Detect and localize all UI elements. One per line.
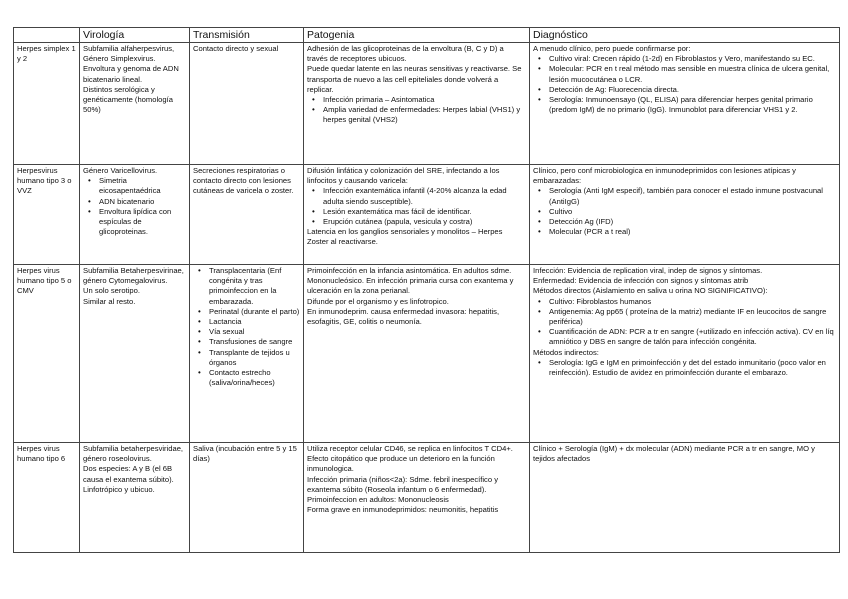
list-item: • Erupción cutánea (papula, vesicula y costra) (323, 217, 526, 227)
virus-name: Herpes virus humano tipo 6 (14, 443, 80, 553)
cell-text: Clínico, pero conf microbiologica en inmunodeprimidos con lesiones atípicas y embarazadas: (533, 166, 796, 186)
list-item: • Transfusiones de sangre (209, 337, 300, 347)
transmision-cell (190, 165, 304, 265)
table-row (14, 443, 840, 553)
cell-text: Métodos indirectos: (533, 347, 599, 357)
patogenia-cell (304, 43, 530, 165)
list-item: • Antigenemia: Ag pp65 ( proteína de la matriz) mediante IF en leucocitos de sangre periférica) (549, 307, 836, 327)
list-item: • ADN bicatenario (99, 197, 186, 207)
list-item: • Molecular: PCR en t real método mas sensible en muestra clínica de ulcera genital, lesión mucocutánea o LCR. (549, 64, 836, 84)
cell-text: Primoinfeccion en adultos: Mononucleosis (307, 495, 449, 505)
cell-text: Envoltura y genoma de ADN bicatenario lineal. (83, 64, 179, 84)
cell-text: Linfotrópico y ubicuo. (83, 484, 155, 494)
virologia-cell (80, 443, 190, 553)
table-row (14, 165, 840, 265)
cell-text: Latencia en los ganglios sensoriales y monolitos – Herpes Zoster al reactivarse. (307, 227, 503, 247)
cell-text: Infección: Evidencia de replication viral, indep de signos y síntomas. (533, 266, 763, 275)
cell-text: Secreciones respiratorias o contacto directo con lesiones cutáneas de varicela o zoster. (193, 166, 294, 196)
list-item: • Vía sexual (209, 327, 300, 337)
bullet-list (307, 95, 526, 126)
cell-text: Forma grave en inmunodeprimidos: neumonitis, hepatitis (307, 505, 499, 515)
list-item: • Envoltura lipídica con espículas de glicoproteinas. (99, 207, 186, 238)
cell-text: Infección primaria (niños<2a): Sdme. febril inespecífico y exantema súbito (Roseola infantum o 6 enfermedad). (307, 474, 498, 494)
header-transmision: Transmisión (190, 28, 304, 43)
patogenia-cell (304, 443, 530, 553)
cell-text: Clínico + Serología (IgM) + dx molecular (ADN) mediante PCR a tr en sangre, MO y tejidos afectados (533, 444, 815, 464)
bullet-list (83, 176, 186, 237)
virologia-cell (80, 43, 190, 165)
header-diagnostico: Diagnóstico (530, 28, 840, 43)
table-row (14, 43, 840, 165)
virus-name: Herpes simplex 1 y 2 (14, 43, 80, 165)
cell-text: Adhesión de las glicoproteinas de la envoltura (B, C y D) a través de receptores ubicuos. (307, 44, 504, 64)
list-item: • Infección exantemática infantil (4-20% alcanza la edad adulta siendo susceptible). (323, 186, 526, 206)
cell-text: Similar al resto. (83, 296, 136, 306)
transmision-cell (190, 265, 304, 443)
list-item: • Cultivo (549, 207, 836, 217)
list-item: • Serología (Anti IgM especif), también para conocer el estado inmune postvacunal (AntiIgG) (549, 186, 836, 206)
cell-text: En inmunodeprim. causa enfermedad invasora: hepatitis, esofagitis, GE, colitis o neumonía. (307, 306, 500, 327)
list-item: • Detección Ag (IFD) (549, 217, 836, 227)
list-item: • Amplia variedad de enfermedades: Herpes labial (VHS1) y herpes genital (VHS2) (323, 105, 526, 125)
diagnostico-cell (530, 443, 840, 553)
diagnostico-cell (530, 165, 840, 265)
cell-text: Puede quedar latente en las neuras sensitivas y reactivarse. Se transporta de nuevo a las cell epiteliales donde volverá a replicar. (307, 64, 522, 94)
herpesvirus-table (13, 27, 840, 553)
header-empty (14, 28, 80, 43)
list-item: • Lactancia (209, 317, 300, 327)
list-item: • Cultivo viral: Crecen rápido (1-2d) en Fibroblastos y Vero, manifestando su EC. (549, 54, 836, 64)
cell-text: Métodos directos (Aislamiento en saliva u orina NO SIGNIFICATIVO): (533, 286, 768, 296)
list-item: • Transplacentaria (Enf congénita y tras primoinfeccion en la embarazada. (209, 266, 300, 307)
cell-text: Difunde por el organismo y es linfotropico. (307, 296, 449, 306)
cell-text: Primoinfección en la infancia asintomática. En adultos sdme. Mononucleósico. En infección primaria cursa con exantema y ulceración en la zona perianal. (307, 266, 514, 296)
bullet-list (533, 186, 836, 237)
diagnostico-cell (530, 265, 840, 443)
virologia-cell (80, 265, 190, 443)
list-item: • Contacto estrecho (saliva/orina/heces) (209, 368, 300, 388)
header-patogenia: Patogenia (304, 28, 530, 43)
virus-name: Herpes virus humano tipo 5 o CMV (14, 265, 80, 443)
list-item: • Serología: IgG e IgM en primoinfección y det del estado inmunitario (poco valor en reinfección). Estudio de avidez en primoinfección durante el embarazo. (549, 358, 836, 378)
list-item: • Molecular (PCR a t real) (549, 227, 836, 237)
cell-text: Género Varicellovirus. (83, 166, 158, 175)
bullet-list (307, 186, 526, 227)
transmision-cell (190, 443, 304, 553)
patogenia-cell (304, 165, 530, 265)
bullet-list (193, 266, 300, 388)
patogenia-cell (304, 265, 530, 443)
table-row (14, 265, 840, 443)
list-item: • Detección de Ag: Fluorecencia directa. (549, 85, 836, 95)
cell-text: A menudo clínico, pero puede confirmarse por: (533, 44, 691, 53)
transmision-cell (190, 43, 304, 165)
virologia-cell (80, 165, 190, 265)
header-virologia: Virología (80, 28, 190, 43)
bullet-list (533, 358, 836, 378)
cell-text: Subfamilia Betaherpesvirinae, género Cytomegalovirus. (83, 266, 184, 286)
cell-text: Utiliza receptor celular CD46, se replica en linfocitos T CD4+. Efecto citopático que produce un deterioro en la función inmunologica. (307, 444, 513, 474)
list-item: • Infección primaria – Asintomatica (323, 95, 526, 105)
cell-text: Enfermedad: Evidencia de infección con signos y síntomas atrib (533, 276, 749, 286)
bullet-list (533, 54, 836, 115)
list-item: • Lesión exantemática mas fácil de identificar. (323, 207, 526, 217)
cell-text: Subfamilia alfaherpesvirus, Género Simplexvirus. (83, 44, 175, 64)
list-item: • Cuantificación de ADN: PCR a tr en sangre (+utilizado en infección activa). CV en líq amniótico y DBS en sangre de talón para infección congénita. (549, 327, 836, 347)
cell-text: Distintos serológica y genéticamente (homología 50%) (83, 84, 173, 115)
header-row (14, 28, 840, 43)
bullet-list (533, 297, 836, 348)
cell-text: Contacto directo y sexual (193, 44, 279, 53)
list-item: • Transplante de tejidos u órganos (209, 348, 300, 368)
cell-text: Un solo serotipo. (83, 286, 140, 296)
cell-text: Dos especies: A y B (el 6B causa el exantema súbito). (83, 464, 174, 484)
list-item: • Simetria eicosapentaédrica (99, 176, 186, 196)
cell-text: Subfamilia betaherpesviridae, género roseolovirus. (83, 444, 184, 464)
cell-text: Saliva (incubación entre 5 y 15 días) (193, 444, 297, 464)
list-item: • Cultivo: Fibroblastos humanos (549, 297, 836, 307)
list-item: • Serología: Inmunoensayo (QL, ELISA) para diferenciar herpes genital primario (predom IgM) de no primario (IgG). Inmunoblot para diferenciar VHS1 y 2. (549, 95, 836, 115)
diagnostico-cell (530, 43, 840, 165)
list-item: • Perinatal (durante el parto) (209, 307, 300, 317)
cell-text: Difusión linfática y colonización del SRE, infectando a los linfocitos y causando varicela: (307, 166, 500, 186)
virus-name: Herpesvirus humano tipo 3 o VVZ (14, 165, 80, 265)
